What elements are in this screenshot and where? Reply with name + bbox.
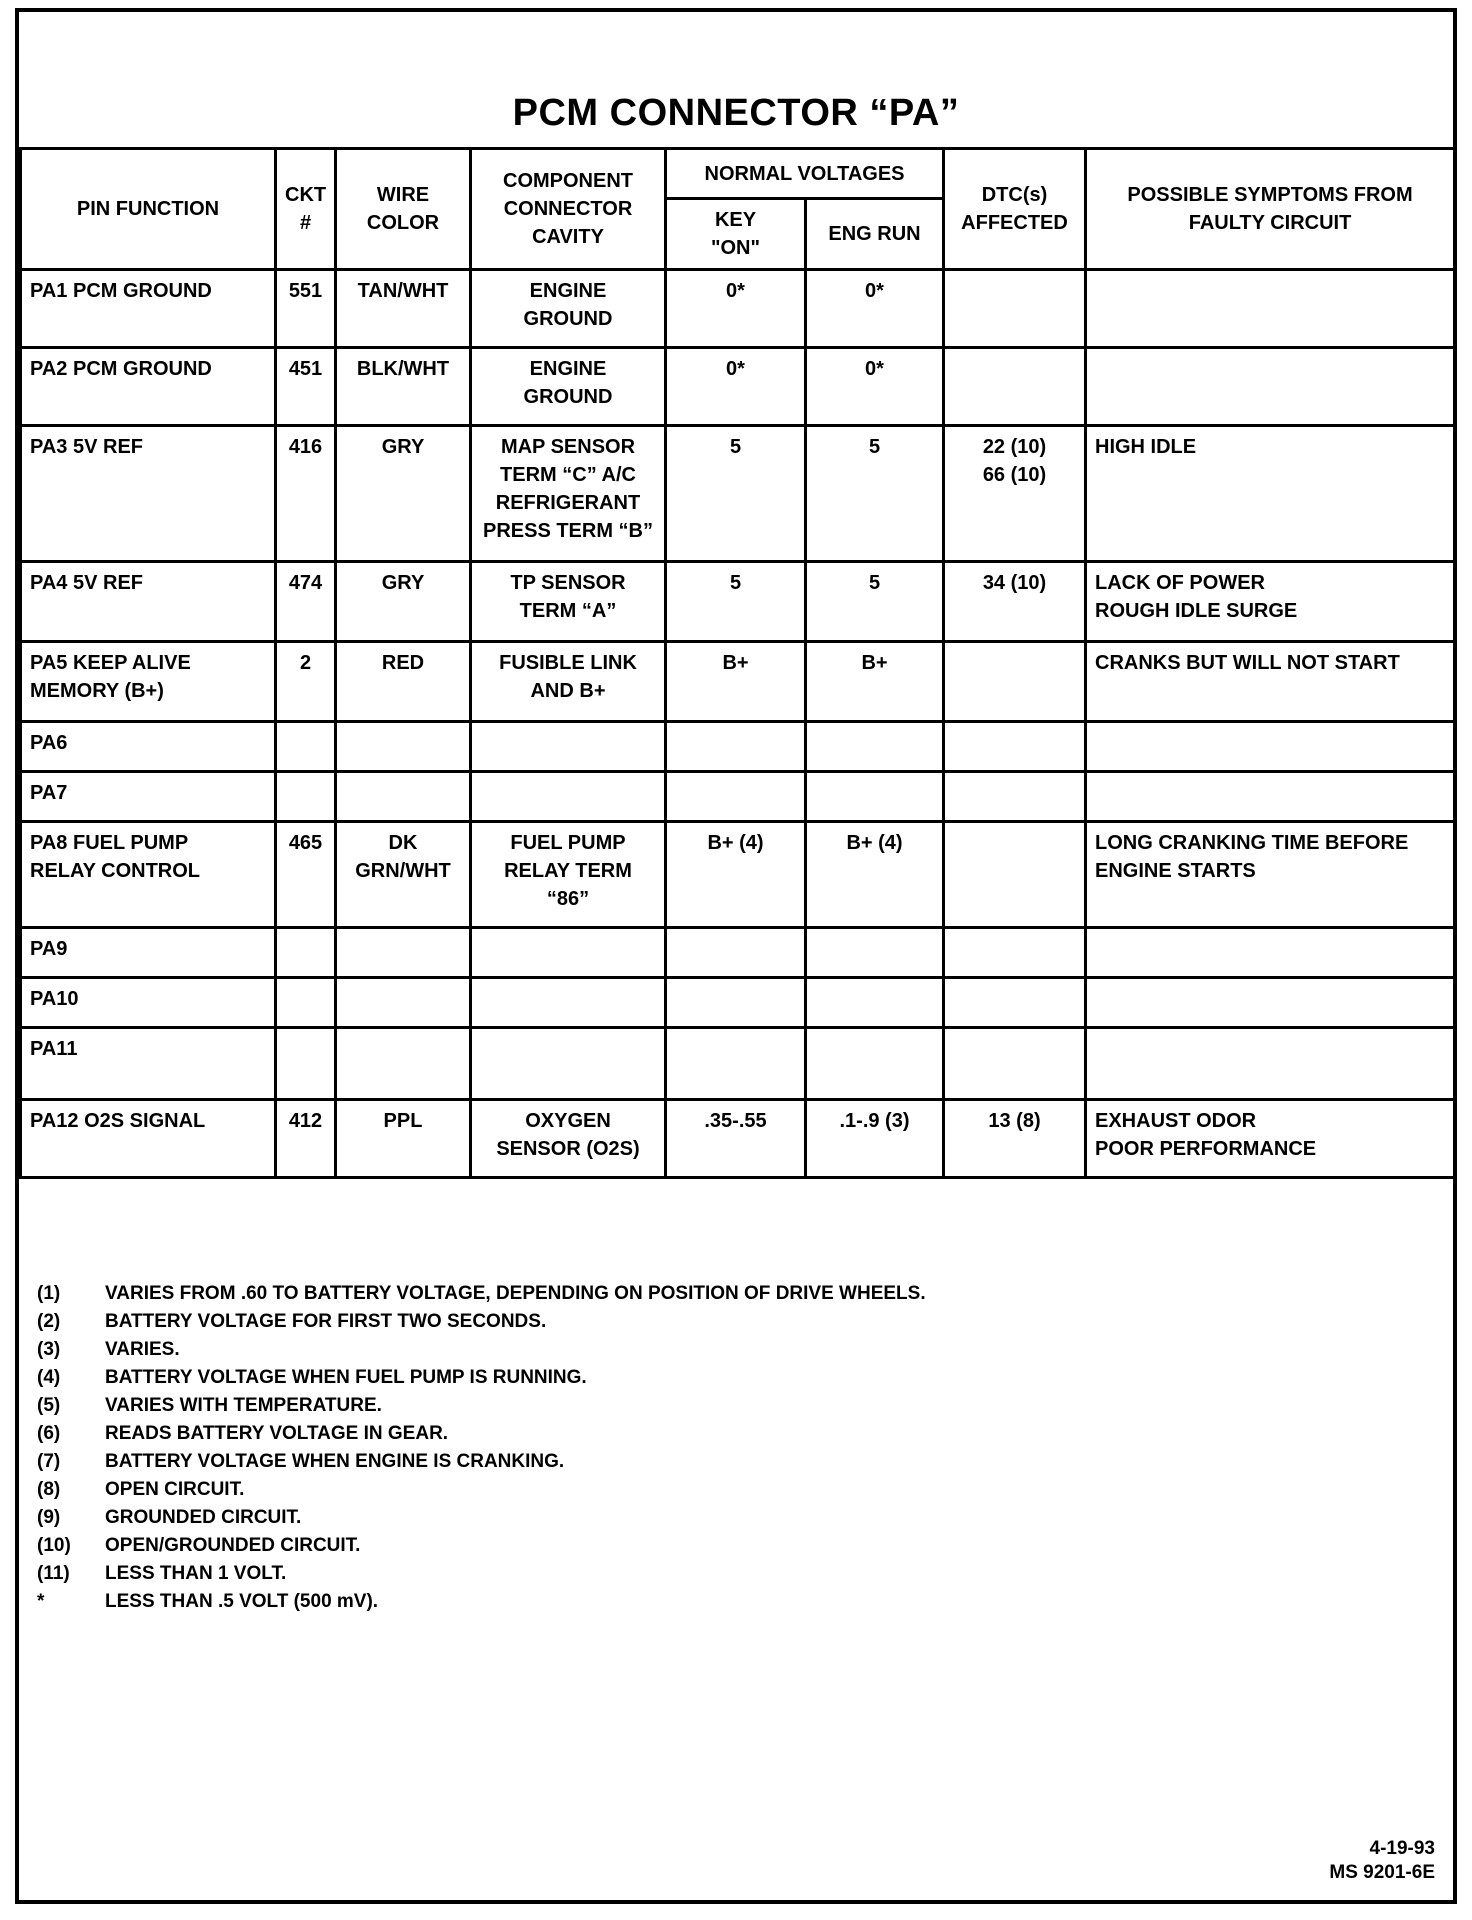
dtc-cell [944,722,1086,772]
component-cell: MAP SENSOR TERM “C” A/C REFRIGERANT PRESS TERM “B” [471,426,666,562]
dtc-cell: 13 (8) [944,1100,1086,1178]
ckt-cell [276,772,336,822]
header-key-on: KEY "ON" [666,199,806,270]
header-symptoms: POSSIBLE SYMPTOMS FROM FAULTY CIRCUIT [1086,149,1455,270]
eng-run-voltage-cell [806,928,944,978]
pin-function-cell: PA7 [21,772,276,822]
footnote-item [37,1504,926,1532]
footnote-text: GROUNDED CIRCUIT. [105,1507,302,1528]
footnote-item [37,1364,926,1392]
table-row [21,822,1455,928]
wire-color-cell [336,1028,471,1100]
footnote-text: LESS THAN 1 VOLT. [105,1563,287,1584]
pin-function-cell: PA12 O2S SIGNAL [21,1100,276,1178]
component-cell: ENGINE GROUND [471,270,666,348]
symptoms-cell [1086,1028,1455,1100]
key-on-voltage-cell: 5 [666,426,806,562]
table-row [21,928,1455,978]
component-cell: OXYGEN SENSOR (O2S) [471,1100,666,1178]
footnote-item [37,1448,926,1476]
pin-function-cell: PA4 5V REF [21,562,276,642]
key-on-voltage-cell: 0* [666,270,806,348]
symptoms-cell [1086,928,1455,978]
footnote-text: VARIES FROM .60 TO BATTERY VOLTAGE, DEPENDING ON POSITION OF DRIVE WHEELS. [105,1283,926,1304]
symptoms-cell [1086,270,1455,348]
footnote-key: (3) [37,1339,61,1360]
footnote-item [37,1308,926,1336]
key-on-voltage-cell [666,1028,806,1100]
ckt-cell: 451 [276,348,336,426]
eng-run-voltage-cell: 0* [806,348,944,426]
table-row [21,722,1455,772]
dtc-cell [944,928,1086,978]
footnote-item [37,1588,926,1616]
wire-color-cell: GRY [336,426,471,562]
key-on-voltage-cell: B+ [666,642,806,722]
dtc-cell [944,822,1086,928]
ckt-cell [276,722,336,772]
component-cell: FUEL PUMP RELAY TERM “86” [471,822,666,928]
table-row [21,1100,1455,1178]
dtc-cell [944,978,1086,1028]
footnote-item [37,1336,926,1364]
eng-run-voltage-cell [806,978,944,1028]
pinout-table [19,147,1456,1179]
footnote-key: (2) [37,1311,61,1332]
footnote-text: READS BATTERY VOLTAGE IN GEAR. [105,1423,449,1444]
ckt-cell: 416 [276,426,336,562]
dtc-cell [944,642,1086,722]
footnote-item [37,1476,926,1504]
document-sheet [15,8,1457,1904]
pin-function-cell: PA10 [21,978,276,1028]
eng-run-voltage-cell: B+ (4) [806,822,944,928]
component-cell: FUSIBLE LINK AND B+ [471,642,666,722]
ckt-cell: 474 [276,562,336,642]
header-pin-function: PIN FUNCTION [21,149,276,270]
table-row [21,348,1455,426]
key-on-voltage-cell [666,722,806,772]
eng-run-voltage-cell: B+ [806,642,944,722]
footnote-key: (1) [37,1283,61,1304]
ckt-cell: 412 [276,1100,336,1178]
pin-function-cell: PA1 PCM GROUND [21,270,276,348]
footnote-key: (6) [37,1423,61,1444]
pin-function-cell: PA5 KEEP ALIVE MEMORY (B+) [21,642,276,722]
header-wire-color: WIRE COLOR [336,149,471,270]
table-row [21,772,1455,822]
pin-function-cell: PA9 [21,928,276,978]
ckt-cell: 551 [276,270,336,348]
header-dtc: DTC(s) AFFECTED [944,149,1086,270]
symptoms-cell: LONG CRANKING TIME BEFORE ENGINE STARTS [1086,822,1455,928]
ckt-cell: 2 [276,642,336,722]
pin-function-cell: PA3 5V REF [21,426,276,562]
key-on-voltage-cell [666,978,806,1028]
symptoms-cell [1086,348,1455,426]
wire-color-cell: GRY [336,562,471,642]
table-row [21,270,1455,348]
footnote-item [37,1560,926,1588]
wire-color-cell: TAN/WHT [336,270,471,348]
footnote-key: (7) [37,1451,61,1472]
header-component: COMPONENT CONNECTOR CAVITY [471,149,666,270]
footnote-key: (5) [37,1395,61,1416]
component-cell [471,722,666,772]
footnote-item [37,1392,926,1420]
footer-date: 4-19-93 [1369,1838,1435,1859]
key-on-voltage-cell: 5 [666,562,806,642]
dtc-cell [944,270,1086,348]
pin-function-cell: PA8 FUEL PUMP RELAY CONTROL [21,822,276,928]
eng-run-voltage-cell: .1-.9 (3) [806,1100,944,1178]
footnote-key: (11) [37,1563,70,1584]
dtc-cell [944,772,1086,822]
table-header [21,149,1455,270]
component-cell [471,1028,666,1100]
footnote-text: VARIES WITH TEMPERATURE. [105,1395,382,1416]
document-footer [1329,1837,1435,1885]
eng-run-voltage-cell: 0* [806,270,944,348]
key-on-voltage-cell [666,772,806,822]
table-row [21,642,1455,722]
table-row [21,978,1455,1028]
table-row [21,426,1455,562]
header-ckt: CKT # [276,149,336,270]
eng-run-voltage-cell [806,772,944,822]
component-cell [471,928,666,978]
symptoms-cell [1086,978,1455,1028]
eng-run-voltage-cell [806,722,944,772]
footnote-text: OPEN/GROUNDED CIRCUIT. [105,1535,361,1556]
footnotes [37,1280,926,1616]
ckt-cell: 465 [276,822,336,928]
footnote-text: BATTERY VOLTAGE WHEN FUEL PUMP IS RUNNING. [105,1367,587,1388]
footnote-key: * [37,1591,45,1612]
key-on-voltage-cell: B+ (4) [666,822,806,928]
footnote-item [37,1532,926,1560]
component-cell [471,978,666,1028]
footnote-key: (10) [37,1535,71,1556]
pin-function-cell: PA11 [21,1028,276,1100]
component-cell: TP SENSOR TERM “A” [471,562,666,642]
ckt-cell [276,1028,336,1100]
key-on-voltage-cell: .35-.55 [666,1100,806,1178]
wire-color-cell: RED [336,642,471,722]
key-on-voltage-cell [666,928,806,978]
footnote-key: (9) [37,1507,61,1528]
footer-doc-id: MS 9201-6E [1329,1862,1435,1883]
footnote-text: BATTERY VOLTAGE WHEN ENGINE IS CRANKING. [105,1451,565,1472]
footnote-key: (4) [37,1367,61,1388]
wire-color-cell: BLK/WHT [336,348,471,426]
dtc-cell: 34 (10) [944,562,1086,642]
wire-color-cell [336,928,471,978]
wire-color-cell [336,772,471,822]
table-body [21,270,1455,1178]
symptoms-cell [1086,722,1455,772]
symptoms-cell: EXHAUST ODOR POOR PERFORMANCE [1086,1100,1455,1178]
header-eng-run: ENG RUN [806,199,944,270]
ckt-cell [276,928,336,978]
ckt-cell [276,978,336,1028]
pin-function-cell: PA6 [21,722,276,772]
footnote-text: OPEN CIRCUIT. [105,1479,245,1500]
key-on-voltage-cell: 0* [666,348,806,426]
header-normal-voltages: NORMAL VOLTAGES [666,149,944,199]
footnote-text: BATTERY VOLTAGE FOR FIRST TWO SECONDS. [105,1311,547,1332]
symptoms-cell: HIGH IDLE [1086,426,1455,562]
eng-run-voltage-cell [806,1028,944,1100]
component-cell: ENGINE GROUND [471,348,666,426]
symptoms-cell: CRANKS BUT WILL NOT START [1086,642,1455,722]
dtc-cell: 22 (10) 66 (10) [944,426,1086,562]
symptoms-cell: LACK OF POWER ROUGH IDLE SURGE [1086,562,1455,642]
wire-color-cell: DK GRN/WHT [336,822,471,928]
pin-function-cell: PA2 PCM GROUND [21,348,276,426]
table-row [21,1028,1455,1100]
wire-color-cell: PPL [336,1100,471,1178]
dtc-cell [944,1028,1086,1100]
footnote-text: VARIES. [105,1339,180,1360]
component-cell [471,772,666,822]
wire-color-cell [336,722,471,772]
dtc-cell [944,348,1086,426]
footnote-text: LESS THAN .5 VOLT (500 mV). [105,1591,379,1612]
footnote-item [37,1420,926,1448]
symptoms-cell [1086,772,1455,822]
page-title: PCM CONNECTOR “PA” [512,92,960,134]
footnote-key: (8) [37,1479,61,1500]
eng-run-voltage-cell: 5 [806,562,944,642]
wire-color-cell [336,978,471,1028]
table-row [21,562,1455,642]
footnote-item [37,1280,926,1308]
eng-run-voltage-cell: 5 [806,426,944,562]
